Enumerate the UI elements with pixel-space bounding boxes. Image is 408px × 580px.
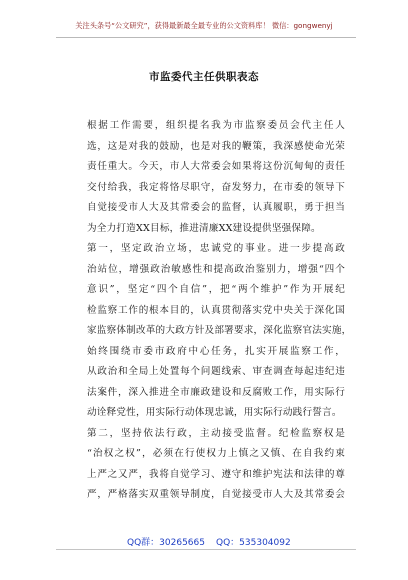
body-line: 选，这是对我的鼓励，也是对我的鞭策，我深感使命光荣 <box>87 140 345 152</box>
body-line: 动诠释党性，用实际行动体现忠诚，用实际行动践行誓言。 <box>87 407 342 418</box>
header-banner: 关注头条号“公文研究”，获得最新最全最专业的公文资料库！ 微信：gongwenyj <box>75 21 333 30</box>
body-line: 根据工作需要，组织提名我为市监察委员会代主任人 <box>87 120 345 131</box>
qq-number: QQ：535304092 <box>216 538 291 548</box>
body-line: 从政治和全局上处置每个问题线索、审查调查每起违纪违 <box>87 366 345 377</box>
header-divider <box>56 37 356 38</box>
body-line: 家监察体制改革的大政方针及部署要求，深化监察官法实施， <box>87 325 352 336</box>
body-line: 第二，坚持依法行政，主动接受监督。纪检监察权是 <box>87 427 345 439</box>
body-line: 上严之又严，我将自觉学习、遵守和维护宪法和法律的尊 <box>87 468 345 480</box>
body-line: 治站位，增强政治敏感性和提高政治鉴别力，增强“四个 <box>87 263 345 275</box>
body-line: 责任重大。今天，市人大常委会如果将这份沉甸甸的责任 <box>87 161 345 172</box>
body-line: 严，严格落实双重领导制度，自觉接受市人大及其常委会 <box>87 489 345 500</box>
footer-divider <box>56 549 356 550</box>
document-title: 市监委代主任供职表态 <box>149 71 259 83</box>
body-line: 检监察工作的根本目的，认真贯彻落实党中央关于深化国 <box>87 304 345 316</box>
body-line: 为全力打造XX目标，推进清廉XX建设提供坚强保障。 <box>87 222 321 234</box>
body-line: 交付给我，我定将恪尽职守，奋发努力，在市委的领导下 <box>87 181 345 193</box>
body-line: 始终围绕市委市政府中心任务，扎实开展监察工作， <box>87 345 345 357</box>
document-body <box>87 116 352 506</box>
body-line: 第一，坚定政治立场，忠诚党的事业。进一步提高政 <box>87 243 345 254</box>
body-line: 意识”，坚定“四个自信”，把“两个维护”作为开展纪 <box>87 284 345 295</box>
qq-group-number: QQ群：30265665 <box>127 538 205 548</box>
body-line: 法案件，深入推进全市廉政建设和反腐败工作，用实际行 <box>87 386 345 398</box>
body-line: 自觉接受市人大及其常委会的监督，认真履职，勇于担当 <box>87 202 345 213</box>
body-line: “治权之权”，必须在行使权力上慎之又慎、在自我约束 <box>87 448 345 459</box>
